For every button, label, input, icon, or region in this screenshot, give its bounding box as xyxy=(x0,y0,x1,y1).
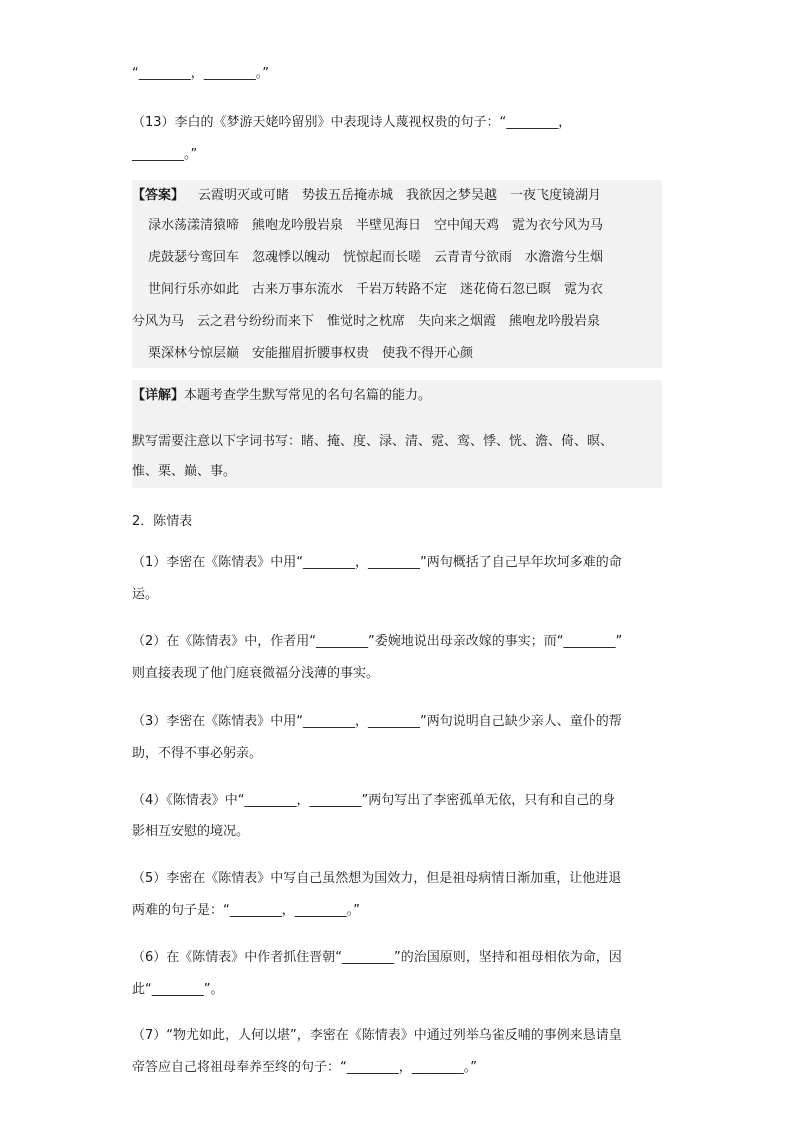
question-13: （13）李白的《梦游天姥吟留别》中表现诗人蔑视权贵的句子：“________， xyxy=(132,115,572,130)
answer-line-6: 栗深林兮惊层巅 安能摧眉折腰事权贵 使我不得开心颜 xyxy=(148,346,474,361)
detail-line-1: 【详解】本题考查学生默写常见的名句名篇的能力。 xyxy=(132,388,432,403)
detail-label: 【详解】 xyxy=(132,388,185,403)
answer-line-3: 虎鼓瑟兮鸾回车 忽魂悸以魄动 恍惊起而长嗟 云青青兮欲雨 水澹澹兮生烟 xyxy=(148,250,604,265)
question-5-line-1: （5）李密在《陈情表》中写自己虽然想为国效力，但是祖母病情日渐加重，让他进退 xyxy=(132,871,622,886)
question-3-line-2: 助，不得不事必躬亲。 xyxy=(132,746,263,761)
answer-line-1: 【答案】 云霞明灭或可睹 势拔五岳掩赤城 我欲因之梦吴越 一夜飞度镜湖月 xyxy=(132,188,602,203)
answer-block xyxy=(132,180,662,368)
detail-line-2: 默写需要注意以下字词书写：睹、掩、度、渌、清、霓、鸾、悸、恍、澹、倚、暝、 xyxy=(132,434,614,449)
answer-line-2: 渌水荡漾清猿啼 熊咆龙吟殷岩泉 半壁见海日 空中闻天鸡 霓为衣兮风为马 xyxy=(148,218,604,233)
question-5-line-2: 两难的句子是：“________，________。” xyxy=(132,903,360,918)
question-4-line-2: 影相互安慰的境况。 xyxy=(132,824,250,839)
question-7-line-1: （7）“物尤如此，人何以堪”，李密在《陈情表》中通过列举乌雀反哺的事例来恳请皇 xyxy=(132,1028,622,1043)
answer-line-5: 兮风为马 云之君兮纷纷而来下 惟觉时之枕席 失向来之烟霞 熊咆龙吟殷岩泉 xyxy=(132,314,601,329)
question-4-line-1: （4）《陈情表》中“________，________”两句写出了李密孤单无依，只有和自己的身 xyxy=(132,793,616,808)
question-3-line-1: （3）李密在《陈情表》中用“________，________”两句说明自己缺少亲人、童仆的帮 xyxy=(132,714,622,729)
section-title: 2．陈情表 xyxy=(132,514,193,529)
question-6-line-1: （6）在《陈情表》中作者抓住晋朝“________”的治国原则，坚持和祖母相依为命，因 xyxy=(132,950,622,965)
question-1-line-2: 运。 xyxy=(132,587,159,602)
question-2-line-1: （2）在《陈情表》中，作者用“________”委婉地说出母亲改嫁的事实；而“________” xyxy=(132,634,623,649)
question-2-line-2: 则直接表现了他门庭衰微福分浅薄的事实。 xyxy=(132,666,380,681)
question-7-line-2: 帝答应自己将祖母奉养至终的句子：“________，________。” xyxy=(132,1060,477,1075)
question-1-line-1: （1）李密在《陈情表》中用“________，________”两句概括了自己早年坎坷多难的命 xyxy=(132,555,622,570)
question-6-line-2: 此“________”。 xyxy=(132,982,224,997)
answer-label: 【答案】 xyxy=(132,188,185,203)
text-line: “________，________。” xyxy=(132,66,269,81)
detail-line-3: 惟、栗、巅、事。 xyxy=(132,464,237,479)
answer-line-4: 世间行乐亦如此 古来万事东流水 千岩万转路不定 迷花倚石忽已暝 霓为衣 xyxy=(148,282,604,297)
text-line: ________。” xyxy=(132,147,198,162)
